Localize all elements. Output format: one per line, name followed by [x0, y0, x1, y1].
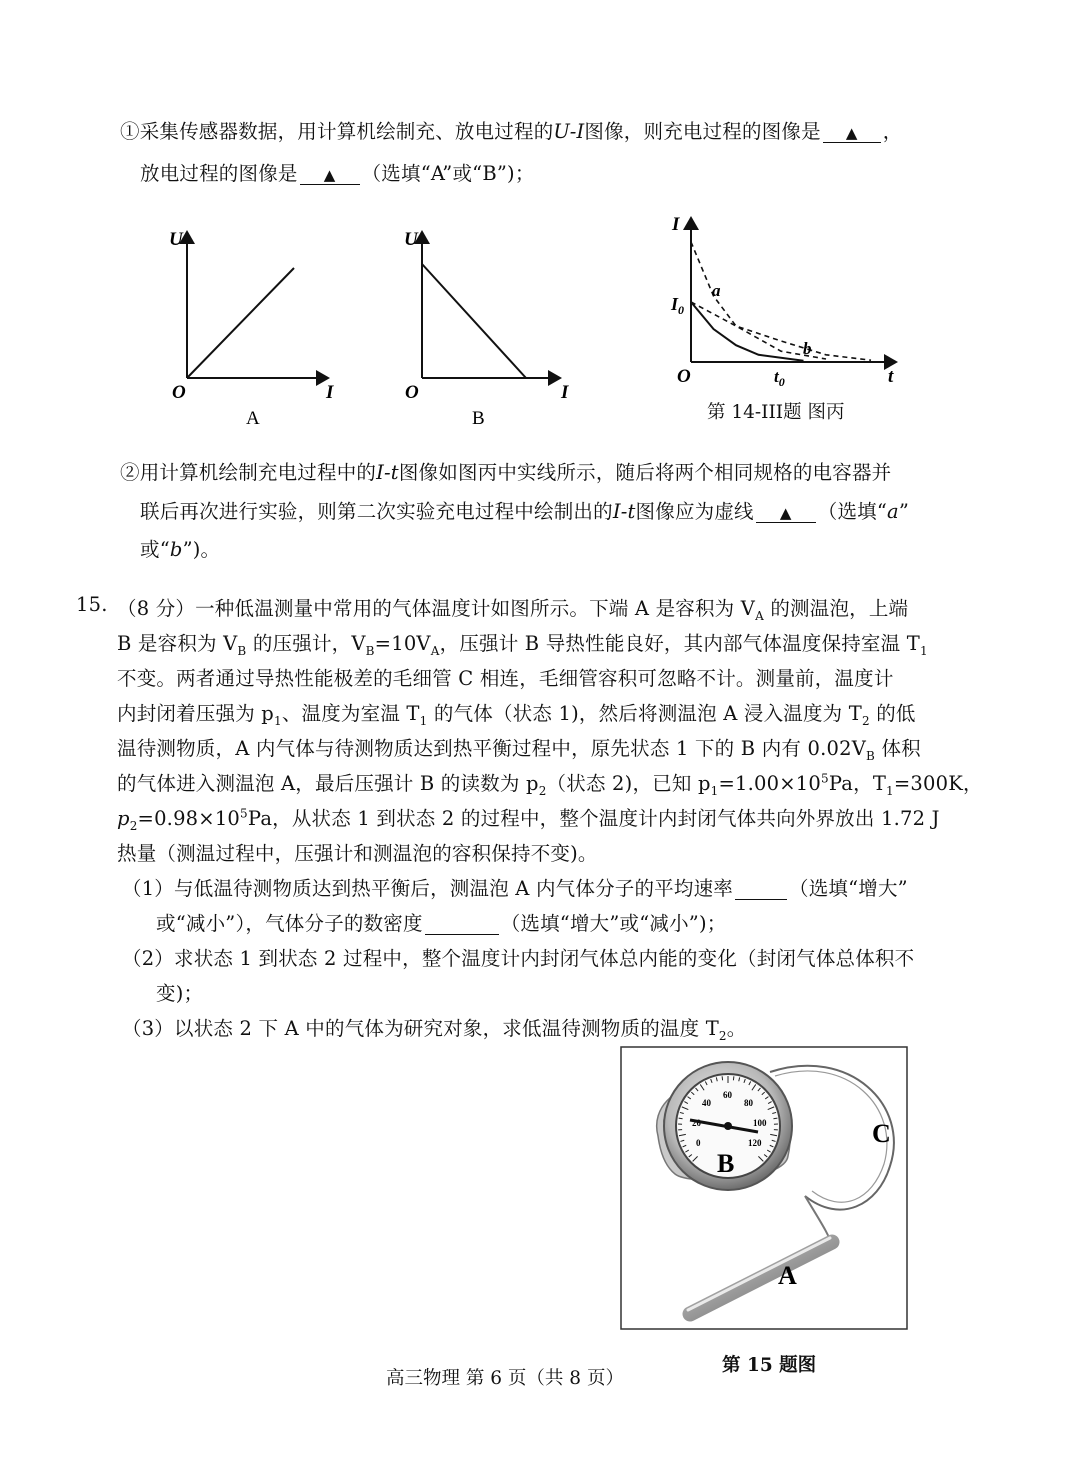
q15-part1-line2: 或“减小”），气体分子的数密度 （选填“增大”或“减小”)；	[156, 912, 727, 935]
y-axis-label: U	[169, 229, 183, 250]
label-b: B	[717, 1149, 735, 1178]
curve-b-label: b	[803, 339, 812, 358]
svg-text:40: 40	[702, 1098, 711, 1108]
q15-line4: 内封闭着压强为 $p_1$、温度为室温 $T_1$ 的气体（状态 1)，然后将测温泡 A 浸入温度为 $T_2$ 的低	[117, 702, 916, 728]
graph-a-label: A	[246, 408, 260, 429]
svg-text:100: 100	[753, 1118, 767, 1128]
graph-b-line	[422, 264, 526, 378]
svg-text:0: 0	[696, 1138, 701, 1148]
answer-blank[interactable]: ▲	[823, 122, 881, 143]
graph-a-line	[187, 268, 294, 378]
svg-text:80: 80	[744, 1098, 753, 1108]
y-axis-label: U	[404, 229, 418, 250]
thermometer-figure	[620, 1046, 908, 1330]
x-axis-label: t	[888, 366, 894, 387]
q15-line5: 温待测物质，A 内气体与待测物质达到热平衡过程中，原先状态 1 下的 B 内有 $0.02V_B$ 体积	[117, 737, 921, 763]
q14-item1-line1: ①采集传感器数据，用计算机绘制充、放电过程的U-I图像，则充电过程的图像是 ▲ ，	[120, 120, 903, 143]
q15-part3: （3）以状态 2 下 A 中的气体为研究对象，求低温待测物质的温度 $T_2$。	[122, 1017, 747, 1043]
fig15-caption: 第 15 题图	[722, 1355, 817, 1376]
y-axis-label: I	[672, 214, 680, 235]
answer-blank[interactable]: ▲	[756, 502, 816, 523]
q15-line6: 的气体进入测温泡 A，最后压强计 B 的读数为 $p_2$（状态 2)，已知 $p_1=1.00\times 10^5Pa$，$T_1=300K$，	[117, 771, 983, 798]
i0-label: $I_0$	[671, 294, 685, 317]
graph-c	[660, 210, 910, 425]
fig14-caption: 第 14-III题 图丙	[707, 402, 845, 423]
q15-line2: B 是容积为 $V_B$ 的压强计，$V_B=10V_A$，压强计 B 导热性能良好，其内部气体温度保持室温 $T_1$	[117, 632, 928, 658]
answer-blank[interactable]: ▲	[300, 164, 360, 185]
origin-label: O	[677, 366, 691, 387]
svg-text:120: 120	[748, 1138, 762, 1148]
dial-tick	[679, 1118, 683, 1119]
q15-line3: 不变。两者通过导热性能极差的毛细管 C 相连，毛细管容积可忽略不计。测量前，温度计	[117, 667, 894, 690]
x-axis-label: I	[326, 382, 334, 403]
origin-label: O	[172, 382, 186, 403]
t0-label: $t_0$	[774, 367, 785, 389]
q15-number: 15.	[76, 593, 108, 616]
graph-a	[160, 220, 350, 430]
dial-tick	[773, 1118, 777, 1119]
answer-blank[interactable]	[735, 879, 787, 900]
origin-label: O	[405, 382, 419, 403]
q15-part2-line1: （2）求状态 1 到状态 2 过程中，整个温度计内封闭气体总内能的变化（封闭气体总体积不	[122, 947, 915, 970]
graph-b	[395, 220, 585, 430]
graph-b-label: B	[472, 408, 485, 429]
label-c: C	[872, 1119, 891, 1148]
q14-item1-line2: 放电过程的图像是 ▲ （选填“A”或“B”)；	[140, 162, 535, 185]
answer-blank[interactable]	[425, 914, 499, 935]
q15-part1-line1: （1）与低温待测物质达到热平衡后，测温泡 A 内气体分子的平均速率 （选填“增大”	[122, 877, 908, 900]
page-footer: 高三物理 第 6 页（共 8 页）	[386, 1368, 624, 1389]
label-a: A	[778, 1261, 797, 1290]
q14-item2-line3: 或“b”)。	[140, 538, 221, 561]
q15-line1: （8 分）一种低温测量中常用的气体温度计如图所示。下端 A 是容积为 $V_A$ 的测温泡，上端	[117, 597, 909, 623]
q15-line8: 热量（测温过程中，压强计和测温泡的容积保持不变)。	[117, 842, 598, 865]
q14-item2-line2: 联后再次进行实验，则第二次实验充电过程中绘制出的I-t图像应为虚线 ▲ （选填“a”	[140, 500, 910, 523]
curve-a-label: a	[712, 281, 721, 300]
q14-item2-line1: ②用计算机绘制充电过程中的I-t图像如图丙中实线所示，随后将两个相同规格的电容器并	[120, 461, 892, 484]
svg-text:60: 60	[723, 1090, 732, 1100]
svg-text:20: 20	[692, 1118, 701, 1128]
x-axis-label: I	[561, 382, 569, 403]
q15-part2-line2: 变)；	[156, 982, 204, 1005]
q15-line7: $p_2=0.98\times 10^5Pa$，从状态 1 到状态 2 的过程中，整个温度计内封闭气体共向外界放出 1.72 J	[117, 806, 940, 833]
